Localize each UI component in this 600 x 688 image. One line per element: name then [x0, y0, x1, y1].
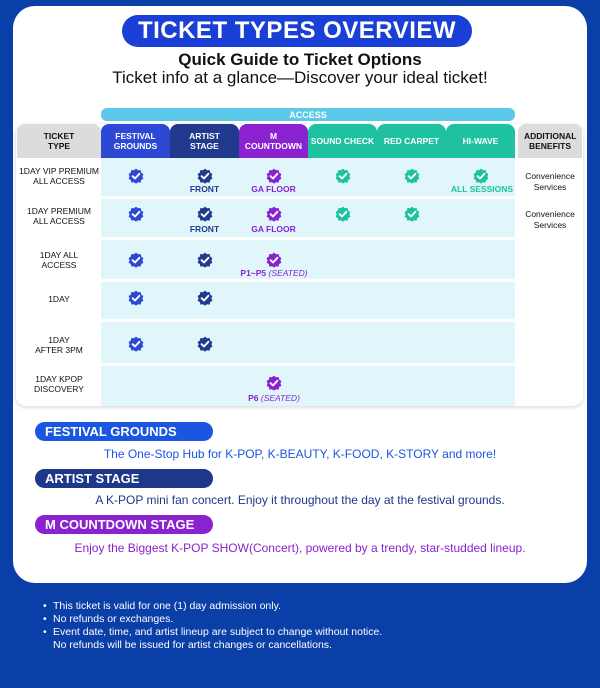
note-text: This ticket is valid for one (1) day admission only.	[53, 600, 281, 612]
row-divider	[16, 237, 583, 240]
header-sound-check-label: SOUND CHECK	[310, 136, 375, 146]
row-label-premium	[16, 206, 102, 226]
row-label-text: 1DAY KPOP DISCOVERY	[34, 374, 84, 394]
check-badge-icon	[266, 375, 282, 391]
benefit-premium	[518, 209, 582, 231]
check-badge-icon	[266, 206, 282, 222]
row-label-text: 1DAY ALL ACCESS	[39, 250, 79, 270]
check-badge-icon	[128, 168, 144, 184]
check-badge-icon	[335, 206, 351, 222]
note-seated: (SEATED)	[268, 268, 308, 278]
benefit-text: Convenience Services	[525, 171, 575, 192]
section-desc-festival-grounds: The One-Stop Hub for K-POP, K-BEAUTY, K-FOOD, K-STORY and more!	[103, 447, 497, 461]
check-badge-icon	[128, 336, 144, 352]
note-item: • No refunds or exchanges.	[43, 613, 174, 625]
check-badge-icon	[128, 290, 144, 306]
note-vip-artist: FRONT	[189, 184, 220, 194]
header-sound-check	[308, 124, 377, 158]
header-festival-grounds-label: FESTIVAL GROUNDS	[113, 131, 158, 151]
note-allaccess-mcd	[232, 268, 316, 278]
section-desc-artist-stage: A K-POP mini fan concert. Enjoy it throughout the day at the festival grounds.	[95, 493, 505, 507]
header-red-carpet-label: RED CARPET	[383, 136, 440, 146]
note-item	[43, 639, 563, 652]
header-artist-stage-label: ARTIST STAGE	[189, 131, 220, 151]
row-divider	[16, 196, 583, 199]
row-label-kpop-discovery	[16, 374, 102, 394]
header-m-countdown	[239, 124, 308, 158]
header-hi-wave	[446, 124, 515, 158]
check-badge-icon	[128, 252, 144, 268]
row-divider	[16, 279, 583, 282]
benefit-vip-premium	[518, 171, 582, 193]
header-hi-wave-label: HI-WAVE	[462, 136, 499, 146]
row-divider	[16, 363, 583, 366]
note-premium-mcd: GA FLOOR	[251, 224, 296, 234]
header-benefits-label: ADDITIONAL BENEFITS	[524, 131, 577, 151]
section-pill-artist-stage: ARTIST STAGE	[35, 469, 213, 488]
check-badge-icon	[197, 168, 213, 184]
page-title: TICKET TYPES OVERVIEW	[122, 15, 472, 47]
row-label-text: 1DAY	[48, 294, 70, 304]
note-premium-artist: FRONT	[189, 224, 220, 234]
note-discovery-mcd	[232, 393, 316, 403]
check-badge-icon	[197, 336, 213, 352]
note-item: • Event date, time, and artist lineup are subject to change without notice.	[43, 626, 383, 638]
check-badge-icon	[197, 252, 213, 268]
row-divider	[16, 319, 583, 322]
row-label-text: 1DAY PREMIUM ALL ACCESS	[27, 206, 91, 226]
header-ticket-type-label: TICKET TYPE	[43, 131, 75, 151]
note-text: Event date, time, and artist lineup are subject to change without notice.	[53, 626, 383, 638]
note-seat-range: P1~P5	[240, 268, 267, 278]
section-pill-festival-grounds: FESTIVAL GROUNDS	[35, 422, 213, 441]
check-badge-icon	[404, 168, 420, 184]
note-seated: (SEATED)	[260, 393, 300, 403]
check-badge-icon	[266, 168, 282, 184]
check-badge-icon	[266, 252, 282, 268]
row-label-text: 1DAY AFTER 3PM	[35, 335, 83, 355]
access-header-bar: ACCESS	[101, 108, 515, 121]
header-festival-grounds	[101, 124, 170, 158]
header-red-carpet	[377, 124, 446, 158]
check-badge-icon	[473, 168, 489, 184]
header-m-countdown-label: M COUNTDOWN	[244, 131, 303, 151]
note-text: No refunds will be issued for artist changes or cancellations.	[53, 639, 332, 651]
note-item: • This ticket is valid for one (1) day admission only.	[43, 600, 281, 612]
page-subtitle: Quick Guide to Ticket Options	[178, 50, 422, 69]
check-badge-icon	[404, 206, 420, 222]
check-badge-icon	[197, 290, 213, 306]
section-pill-m-countdown: M COUNTDOWN STAGE	[35, 515, 213, 534]
header-benefits	[518, 124, 582, 158]
header-artist-stage	[170, 124, 239, 158]
header-ticket-type	[17, 124, 101, 158]
note-seat-range: P6	[248, 393, 259, 403]
page-tagline: Ticket info at a glance—Discover your ideal ticket!	[112, 68, 488, 87]
footer-notes	[43, 600, 563, 652]
benefit-text: Convenience Services	[525, 209, 575, 230]
row-label-1day	[16, 294, 102, 304]
note-vip-hiwave: ALL SESSIONS	[450, 184, 514, 194]
check-badge-icon	[197, 206, 213, 222]
row-label-text: 1DAY VIP PREMIUM ALL ACCESS	[19, 166, 99, 186]
check-badge-icon	[128, 206, 144, 222]
note-text: No refunds or exchanges.	[53, 613, 174, 625]
section-desc-m-countdown: Enjoy the Biggest K-POP SHOW(Concert), powered by a trendy, star-studded lineup.	[74, 541, 526, 555]
note-vip-mcd: GA FLOOR	[251, 184, 296, 194]
row-label-all-access	[16, 250, 102, 270]
row-label-vip-premium	[16, 166, 102, 186]
check-badge-icon	[335, 168, 351, 184]
row-label-after-3pm	[16, 335, 102, 355]
